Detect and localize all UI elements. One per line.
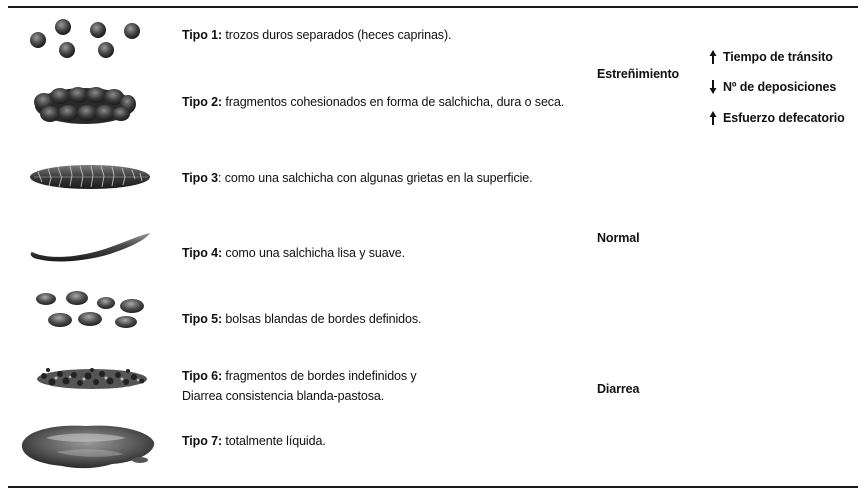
type-1-description: [182, 25, 451, 45]
indicator-straining: [709, 110, 845, 126]
top-rule: [8, 6, 858, 8]
indicator-transit-time-text: Tiempo de tránsito: [723, 50, 833, 64]
type-6-stool-image: [32, 362, 152, 394]
type-5-stool-image: [32, 290, 150, 332]
type-1-text: trozos duros separados (heces caprinas).: [225, 28, 452, 42]
type-1-label: Tipo 1:: [182, 28, 223, 42]
type-6-text-line-2: Diarrea consistencia blanda-pastosa.: [182, 389, 385, 403]
type-7-text: totalmente líquida.: [225, 434, 326, 448]
type-5-label: Tipo 5:: [182, 312, 223, 326]
arrow-up-icon: [709, 49, 717, 65]
type-4-text: como una salchicha lisa y suave.: [225, 246, 405, 260]
type-3-stool-image: [28, 162, 152, 192]
type-6-label: Tipo 6:: [182, 369, 223, 383]
type-5-text: bolsas blandas de bordes definidos.: [225, 312, 422, 326]
indicator-bowel-movements: [709, 79, 836, 95]
type-3-description: [182, 168, 533, 188]
type-7-description: [182, 431, 326, 451]
type-2-stool-image: [30, 82, 140, 130]
type-5-description: [182, 309, 421, 329]
type-2-description: [182, 92, 564, 112]
indicator-straining-text: Esfuerzo defecatorio: [723, 111, 845, 125]
bottom-rule: [8, 486, 858, 488]
type-7-label: Tipo 7:: [182, 434, 223, 448]
type-4-stool-image: [28, 228, 152, 264]
indicator-transit-time: [709, 49, 833, 65]
type-3-text: : como una salchicha con algunas grietas en la superficie.: [217, 171, 533, 185]
type-2-label: Tipo 2:: [182, 95, 223, 109]
type-3-label: Tipo 3: [182, 171, 218, 185]
arrow-up-icon: [709, 110, 717, 126]
arrow-down-icon: [709, 79, 717, 95]
type-6-text: fragmentos de bordes indefinidos y: [225, 369, 417, 383]
type-1-stool-image: [26, 16, 156, 64]
type-7-stool-image: [16, 418, 158, 472]
category-normal: Normal: [597, 231, 640, 245]
type-4-description: [182, 243, 405, 263]
type-2-text: fragmentos cohesionados en forma de salchicha, dura o seca.: [225, 95, 565, 109]
type-4-label: Tipo 4:: [182, 246, 223, 260]
category-diarrhea: Diarrea: [597, 382, 640, 396]
indicator-bowel-movements-text: Nº de deposiciones: [723, 80, 837, 94]
category-constipation: Estreñimiento: [597, 67, 680, 81]
type-6-description: [182, 366, 417, 406]
